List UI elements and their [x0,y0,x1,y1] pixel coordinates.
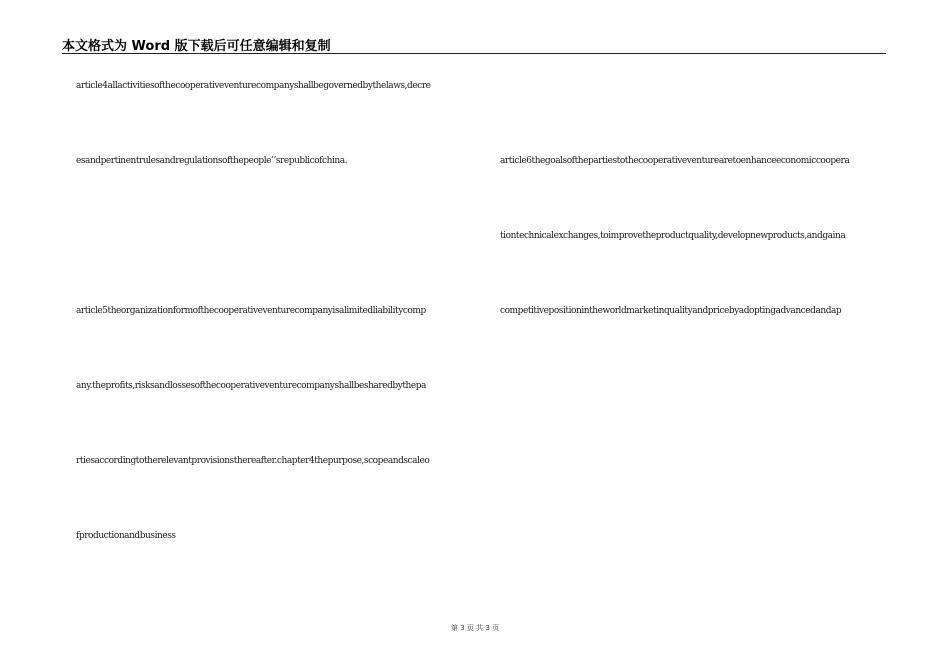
page-number: 第 3 页 共 3 页 [450,624,500,632]
text-line: article4allactivitiesofthecooperativeventurecompanyshallbegovernedbythelaws,decre [76,81,431,91]
text-line: fproductionandbusiness [76,531,176,541]
text-line: rtiesaccordingtotherelevantprovisionsthereafter.chapter4thepurpose,scopeandscaleo [76,456,430,466]
text-line: esandpertinentrulesandregulationsofthepeople’’srepublicofchina. [76,156,348,166]
text-line: competitivepositionintheworldmarketinqualityandpricebyadoptingadvancedandap [500,306,842,316]
text-line: article6thegoalsofthepartiestothecooperativeventurearetoenhanceeconomiccoopera [500,156,850,166]
text-line: tiontechnicalexchanges,toimprovetheproductquality,developnewproducts,andgaina [500,231,846,241]
header-title: 本文格式为 Word 版下载后可任意编辑和复制 [62,39,331,54]
text-line: any.theprofits,risksandlossesofthecooperativeventurecompanyshallbesharedbythepa [76,381,426,391]
text-line: article5theorganizationformofthecooperativeventurecompanyisalimitedliabilitycomp [76,306,426,316]
page-footer [0,623,950,633]
page-header [62,33,886,54]
